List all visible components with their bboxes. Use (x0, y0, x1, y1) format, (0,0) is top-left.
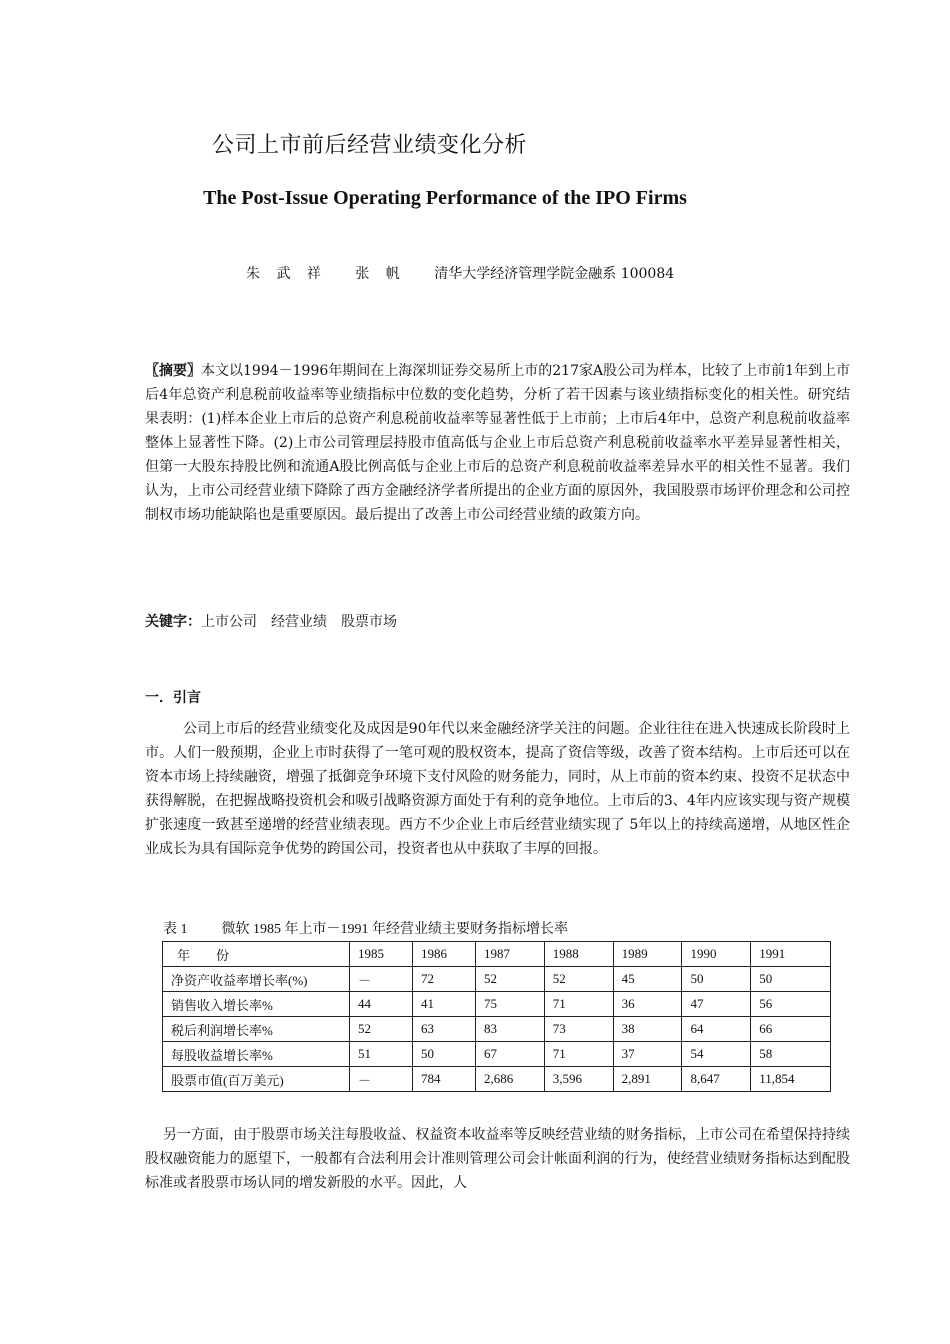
paragraph-2: 另一方面，由于股票市场关注每股收益、权益资本收益率等反映经营业绩的财务指标，上市公司在希望保持持续股权融资能力的愿望下，一般都有合法利用会计准则管理公司会计帐面利润的行为，使经营业绩财务指标达到配股标准或者股票市场认同的增发新股的水平。因此，人 (145, 1127, 850, 1191)
table-caption-title: 微软 1985 年上市－1991 年经营业绩主要财务指标增长率 (221, 922, 568, 937)
author-1: 朱 武 祥 (246, 266, 327, 282)
table-cell: 83 (475, 1017, 544, 1042)
table-cell: 52 (544, 967, 613, 992)
keywords (145, 611, 411, 631)
table-cell: 71 (544, 992, 613, 1017)
section-heading-introduction: 一．引言 (145, 690, 201, 706)
author-2: 张 帆 (355, 266, 406, 282)
table-cell: 38 (613, 1017, 682, 1042)
table-row (163, 1067, 831, 1092)
paragraph-1: 公司上市后的经营业绩变化及成因是90年代以来金融经济学关注的问题。企业往往在进入快速成长阶段时上市。人们一般预期，企业上市时获得了一笔可观的股权资本，提高了资信等级，改善了资本结构。上市后还可以在资本市场上持续融资，增强了抵御竞争环境下支付风险的财务能力，同时，从上市前的资本约束、投资不足状态中获得解脱，在把握战略投资机会和吸引战略资源方面处于有利的竞争地位。上市后的3、4年内应该实现与资产规模扩张速度一致甚至递增的经营业绩表现。西方不少企业上市后经营业绩实现了 5年以上的持续高递增，从地区性企业成长为具有国际竞争优势的跨国公司，投资者也从中获取了丰厚的回报。 (145, 721, 850, 857)
table-cell: 45 (613, 967, 682, 992)
table-header-row (163, 942, 831, 967)
table-cell: 73 (544, 1017, 613, 1042)
table-cell: 72 (412, 967, 475, 992)
row-label: 每股收益增长率% (163, 1042, 350, 1067)
table-cell: 784 (412, 1067, 475, 1092)
keyword-3: 股票市场 (341, 614, 397, 630)
table-header-cell: 1991 (751, 942, 831, 967)
table-caption-number: 表 1 (163, 922, 188, 937)
table-cell: 56 (751, 992, 831, 1017)
table-cell: 44 (350, 992, 413, 1017)
table-cell: 64 (682, 1017, 751, 1042)
table-cell: 3,596 (544, 1067, 613, 1092)
table-caption (163, 918, 568, 938)
financial-table (162, 941, 831, 1092)
row-label: 税后利润增长率% (163, 1017, 350, 1042)
table-cell: － (350, 1067, 413, 1092)
table-header-cell: 1985 (350, 942, 413, 967)
table-header-cell: 1986 (412, 942, 475, 967)
title-chinese: 公司上市前后经营业绩变化分析 (212, 133, 528, 158)
abstract-label: 〖摘要〗 (145, 363, 201, 379)
affiliation: 清华大学经济管理学院金融系 100084 (434, 266, 675, 282)
table-header-cell: 1987 (475, 942, 544, 967)
keyword-1: 上市公司 (201, 614, 257, 630)
author-line (246, 263, 674, 283)
abstract (145, 359, 850, 527)
table-cell: － (350, 967, 413, 992)
abstract-text: 本文以1994－1996年期间在上海深圳证券交易所上市的217家A股公司为样本，比较了上市前1年到上市后4年总资产利息税前收益率等业绩指标中位数的变化趋势，分析了若干因素与该业绩指标变化的相关性。研究结果表明：(1)样本企业上市后的总资产利息税前收益率等显著性低于上市前；上市后4年中，总资产利息税前收益率整体上显著性下降。(2)上市公司管理层持股市值高低与企业上市后总资产利息税前收益率水平差异显著性相关，但第一大股东持股比例和流通A股比例高低与企业上市后的总资产利息税前收益率差异水平的相关性不显著。我们认为，上市公司经营业绩下降除了西方金融经济学者所提出的企业方面的原因外，我国股票市场评价理念和公司控制权市场功能缺陷也是重要原因。最后提出了改善上市公司经营业绩的政策方向。 (145, 363, 850, 523)
keyword-2: 经营业绩 (271, 614, 327, 630)
title-english: The Post-Issue Operating Performance of the IPO Firms (203, 187, 687, 209)
table-cell: 50 (412, 1042, 475, 1067)
table-header-cell: 1988 (544, 942, 613, 967)
table-row (163, 992, 831, 1017)
table-cell: 51 (350, 1042, 413, 1067)
table-header-cell: 1990 (682, 942, 751, 967)
table-cell: 36 (613, 992, 682, 1017)
table-cell: 58 (751, 1042, 831, 1067)
table-cell: 71 (544, 1042, 613, 1067)
table-row (163, 1042, 831, 1067)
table-row (163, 967, 831, 992)
table-cell: 75 (475, 992, 544, 1017)
table-row (163, 1017, 831, 1042)
table-cell: 41 (412, 992, 475, 1017)
table-cell: 47 (682, 992, 751, 1017)
table-cell: 50 (682, 967, 751, 992)
table-cell: 2,891 (613, 1067, 682, 1092)
table-cell: 37 (613, 1042, 682, 1067)
row-label: 股票市值(百万美元) (163, 1067, 350, 1092)
table-cell: 52 (475, 967, 544, 992)
table-header-year-label: 年 份 (163, 942, 350, 967)
row-label: 净资产收益率增长率(%) (163, 967, 350, 992)
keywords-label: 关键字： (145, 614, 201, 630)
table-cell: 11,854 (751, 1067, 831, 1092)
table-cell: 67 (475, 1042, 544, 1067)
table-cell: 50 (751, 967, 831, 992)
table-cell: 8,647 (682, 1067, 751, 1092)
table-cell: 54 (682, 1042, 751, 1067)
table-header-cell: 1989 (613, 942, 682, 967)
table-cell: 66 (751, 1017, 831, 1042)
table-cell: 2,686 (475, 1067, 544, 1092)
table-cell: 63 (412, 1017, 475, 1042)
row-label: 销售收入增长率% (163, 992, 350, 1017)
table-cell: 52 (350, 1017, 413, 1042)
